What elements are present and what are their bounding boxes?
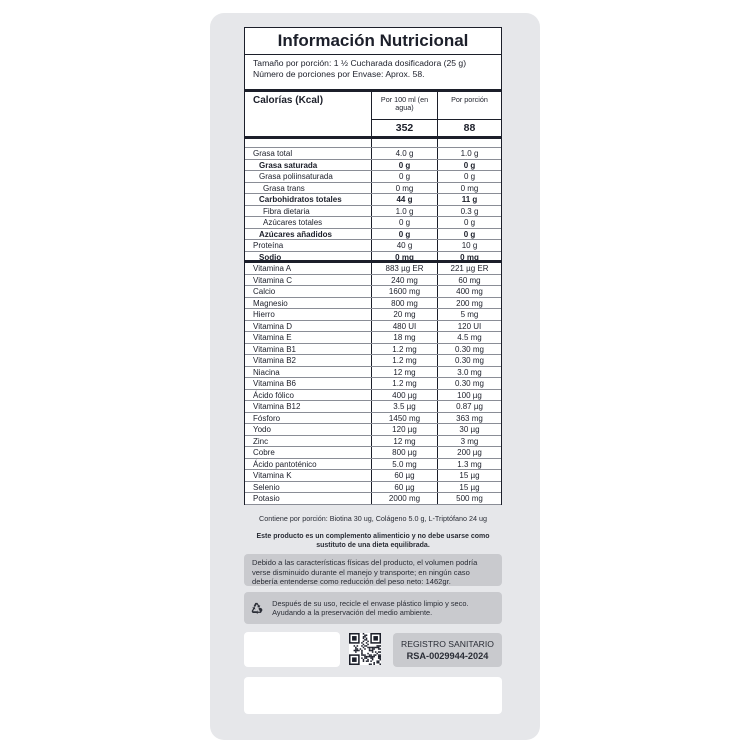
nutrient-rows xyxy=(245,139,501,505)
nutrient-row xyxy=(245,355,501,367)
nutrient-name: Vitamina B2 xyxy=(253,356,296,365)
blank-box-left xyxy=(244,632,340,667)
nutrient-row xyxy=(245,470,501,482)
value-per-serving: 0.30 mg xyxy=(437,344,501,355)
nutrient-name: Magnesio xyxy=(253,298,288,308)
nutrient-row xyxy=(245,217,501,229)
blank-box-bottom xyxy=(244,677,502,714)
contains-note: Contiene por porción: Biotina 30 ug, Colágeno 5.0 g, L-Triptófano 24 ug xyxy=(259,514,487,523)
value-per100: 883 µg ER xyxy=(371,263,437,274)
nutrient-name: Vitamina B12 xyxy=(253,402,301,411)
nutrient-name: Grasa trans xyxy=(263,183,305,193)
nutrient-row xyxy=(245,459,501,471)
nutrient-row xyxy=(245,436,501,448)
nutrient-row xyxy=(245,309,501,321)
nutrient-name: Vitamina B1 xyxy=(253,344,296,354)
nutrient-name: Vitamina K xyxy=(253,471,292,480)
nutrient-name: Ácido fólico xyxy=(253,390,294,400)
registry-label: REGISTRO SANITARIO xyxy=(401,639,494,649)
value-per100: 0 mg xyxy=(371,252,437,261)
nutrient-name: Calcio xyxy=(253,287,276,296)
nutrient-row xyxy=(245,344,501,356)
value-per-serving: 0 mg xyxy=(437,252,501,261)
supplement-note: Este producto es un complemento alimenticio y no debe usarse como sustituto de una dieta equilibrada. xyxy=(256,533,490,549)
value-per100: 1.0 g xyxy=(371,206,437,217)
recycle-box xyxy=(244,592,502,624)
registry-badge xyxy=(393,633,502,667)
value-per100: 0 g xyxy=(371,171,437,182)
nutrient-row xyxy=(245,493,501,505)
nutrient-row xyxy=(245,160,501,172)
value-per-serving: 0.30 mg xyxy=(437,378,501,389)
recycle-note: Después de su uso, recicle el envase plástico limpio y seco. Ayudando a la preservación del medio ambiente. xyxy=(272,598,469,617)
value-per100: 4.0 g xyxy=(371,148,437,159)
nutrient-name: Carbohidratos totales xyxy=(259,195,342,204)
value-per-serving: 60 mg xyxy=(437,275,501,286)
nutrient-row xyxy=(245,378,501,390)
value-per-serving: 0.87 µg xyxy=(437,401,501,412)
nutrient-row xyxy=(245,286,501,298)
nutrient-name: Vitamina B6 xyxy=(253,379,296,388)
nutrient-name: Yodo xyxy=(253,425,271,434)
nutrient-row xyxy=(245,390,501,402)
nutrient-row xyxy=(245,252,501,264)
calories-row xyxy=(245,92,501,139)
value-per-serving: 400 mg xyxy=(437,286,501,297)
value-per100: 1.2 mg xyxy=(371,355,437,366)
value-per-serving: 15 µg xyxy=(437,482,501,493)
serving-info xyxy=(245,55,501,92)
recycle-icon xyxy=(250,597,264,619)
nutrient-name: Proteína xyxy=(253,241,284,250)
value-per-serving: 11 g xyxy=(437,194,501,205)
nutrient-row xyxy=(245,148,501,160)
value-per100: 60 µg xyxy=(371,470,437,481)
nutrient-row xyxy=(245,447,501,459)
serving-size: Tamaño por porción: 1 ½ Cucharada dosificadora (25 g) xyxy=(253,58,467,68)
value-per100: 400 µg xyxy=(371,390,437,401)
value-per-serving: 500 mg xyxy=(437,493,501,504)
value-per100: 800 µg xyxy=(371,447,437,458)
nutrient-row xyxy=(245,424,501,436)
value-per100: 1.2 mg xyxy=(371,378,437,389)
nutrient-name: Hierro xyxy=(253,310,275,319)
value-per100: 20 mg xyxy=(371,309,437,320)
value-per-serving: 15 µg xyxy=(437,470,501,481)
nutrient-row xyxy=(245,194,501,206)
nutrient-row xyxy=(245,367,501,379)
value-per-serving: 100 µg xyxy=(437,390,501,401)
nutrition-facts-table xyxy=(244,27,502,505)
value-per-serving: 0 mg xyxy=(437,183,501,194)
value-per100: 1600 mg xyxy=(371,286,437,297)
nutrient-row xyxy=(245,229,501,241)
nutrient-name: Niacina xyxy=(253,367,280,377)
nutrient-row xyxy=(245,298,501,310)
nutrient-name: Vitamina E xyxy=(253,333,292,342)
value-per100: 0 mg xyxy=(371,183,437,194)
col-per-serving-header: Por porción xyxy=(438,92,501,120)
value-per-serving: 200 µg xyxy=(437,447,501,458)
table-spacer xyxy=(245,139,501,148)
value-per-serving: 221 µg ER xyxy=(437,263,501,274)
value-per-serving: 3 mg xyxy=(437,436,501,447)
value-per100: 44 g xyxy=(371,194,437,205)
nutrient-name: Cobre xyxy=(253,448,275,457)
value-per100: 120 µg xyxy=(371,424,437,435)
value-per-serving: 30 µg xyxy=(437,424,501,435)
nutrient-row xyxy=(245,183,501,195)
value-per100: 60 µg xyxy=(371,482,437,493)
calories-per100: 352 xyxy=(395,122,414,134)
value-per100: 240 mg xyxy=(371,275,437,286)
value-per100: 5.0 mg xyxy=(371,459,437,470)
nutrient-row xyxy=(245,482,501,494)
qr-code[interactable] xyxy=(349,633,381,665)
value-per-serving: 0 g xyxy=(437,217,501,228)
calories-per-serving: 88 xyxy=(463,122,476,134)
value-per100: 0 g xyxy=(371,160,437,171)
nutrient-row xyxy=(245,206,501,218)
value-per100: 480 UI xyxy=(371,321,437,332)
value-per-serving: 200 mg xyxy=(437,298,501,309)
nutrient-name: Selenio xyxy=(253,482,280,492)
col-per100 xyxy=(371,92,437,136)
nutrient-name: Potasio xyxy=(253,494,280,503)
value-per100: 0 g xyxy=(371,217,437,228)
nutrient-name: Grasa poliinsaturada xyxy=(259,172,333,181)
nutrient-row xyxy=(245,171,501,183)
nutrient-name: Zinc xyxy=(253,436,269,446)
value-per100: 40 g xyxy=(371,240,437,251)
value-per100: 12 mg xyxy=(371,367,437,378)
servings-per-container: Número de porciones por Envase: Aprox. 58. xyxy=(253,69,425,79)
nutrient-name: Vitamina C xyxy=(253,275,292,285)
qr-code-graphic xyxy=(349,633,381,665)
value-per-serving: 0 g xyxy=(437,171,501,182)
col-per-serving xyxy=(437,92,501,136)
nutrient-name: Azúcares totales xyxy=(263,218,323,227)
value-per100: 800 mg xyxy=(371,298,437,309)
value-per100: 2000 mg xyxy=(371,493,437,504)
nutrient-row xyxy=(245,413,501,425)
value-per100: 1450 mg xyxy=(371,413,437,424)
nutrient-name: Azúcares añadidos xyxy=(259,229,332,239)
value-per-serving: 1.3 mg xyxy=(437,459,501,470)
value-per-serving: 120 UI xyxy=(437,321,501,332)
value-per-serving: 0 g xyxy=(437,160,501,171)
value-per-serving: 1.0 g xyxy=(437,148,501,159)
nutrient-row xyxy=(245,321,501,333)
col-per100-header: Por 100 ml (en agua) xyxy=(372,92,437,120)
nutrient-name: Grasa saturada xyxy=(259,160,318,170)
value-per-serving: 0.3 g xyxy=(437,206,501,217)
value-per100: 1.2 mg xyxy=(371,344,437,355)
nutrient-name: Vitamina A xyxy=(253,264,292,273)
value-per-serving: 5 mg xyxy=(437,309,501,320)
nutrient-name: Ácido pantoténico xyxy=(253,459,317,469)
value-per-serving: 4.5 mg xyxy=(437,332,501,343)
nutrient-name: Sodio xyxy=(259,252,282,260)
nutrient-row xyxy=(245,401,501,413)
value-per-serving: 3.0 mg xyxy=(437,367,501,378)
nutrient-row xyxy=(245,263,501,275)
nutrient-row xyxy=(245,275,501,287)
value-per100: 18 mg xyxy=(371,332,437,343)
weight-note: Debido a las características físicas del producto, el volumen podría verse disminuido durante el manejo y transporte; en ningún caso debería entenderse como reducción del peso neto: 1462gr. xyxy=(244,554,502,586)
value-per100: 0 g xyxy=(371,229,437,240)
nutrition-title: Información Nutricional xyxy=(245,28,501,55)
value-per-serving: 363 mg xyxy=(437,413,501,424)
value-per100: 3.5 µg xyxy=(371,401,437,412)
value-per100: 12 mg xyxy=(371,436,437,447)
nutrient-name: Fibra dietaria xyxy=(263,206,310,216)
value-per-serving: 10 g xyxy=(437,240,501,251)
nutrient-row xyxy=(245,332,501,344)
nutrient-name: Vitamina D xyxy=(253,321,292,331)
value-per-serving: 0 g xyxy=(437,229,501,240)
registry-number: RSA-0029944-2024 xyxy=(406,651,489,661)
nutrient-row xyxy=(245,240,501,252)
nutrient-name: Fósforo xyxy=(253,413,281,423)
nutrient-name: Grasa total xyxy=(253,149,293,158)
calories-label: Calorías (Kcal) xyxy=(253,95,324,106)
value-per-serving: 0.30 mg xyxy=(437,355,501,366)
